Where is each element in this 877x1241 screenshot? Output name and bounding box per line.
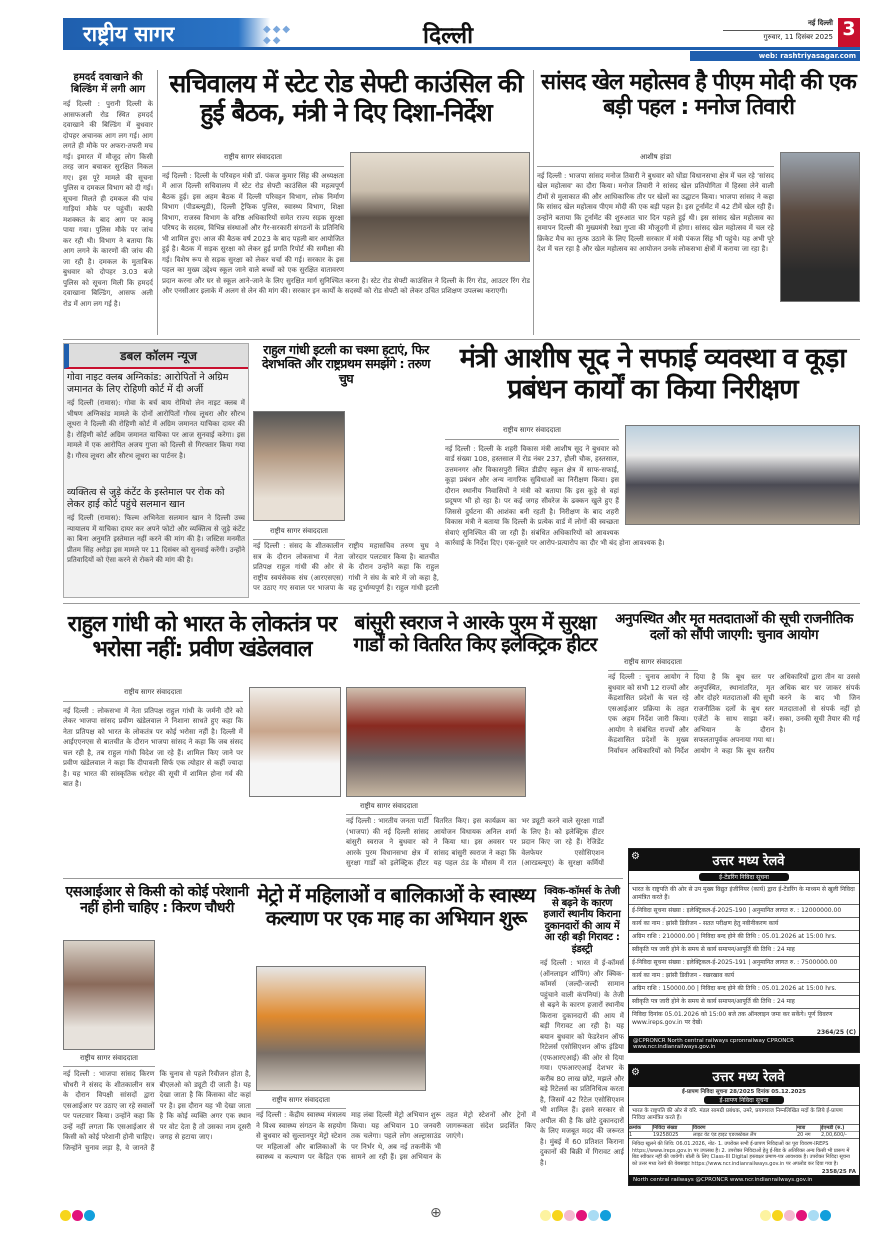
divider [63, 878, 623, 879]
story-body: नई दिल्ली : दिल्ली के शहरी विकास मंत्री आशीष सूद ने बुधवार को वार्ड संख्या 108, हस्तसाल में रोड नंबर 237, हौली चौक, हस्तसाल, उत्तमनगर और विकासपुरी स्थित डीडीए स्कूल क्षेत्र में साफ-सफाई, कूड़ा प्रबंधन और अन्य नागरिक सुविधाओं का निरीक्षण किया। इस दौरान स्थानीय निवासियों ने मंत्री को बताया कि इस कूड़े से वहां प्रदूषण भी हो रहा है। पर कई जगह सीवरेज के ढक्कन खुले हुए हैं जिससे दुर्घटना की आशंका बनी रहती है। निरीक्षण के बाद शहरी विकास मंत्री ने बताया कि दिल्ली के प्रत्येक वार्ड में लोगों की स्वच्छता सेवाएं सुनिश्चित की जा रही हैं। संबंधित अधिकारियों को आवश्यक कार्रवाई के निर्देश दिए। एक-दूसरे पर आरोप-प्रत्यारोप का दौर भी बंद होना आवश्यक है। [445, 444, 665, 547]
divider [533, 70, 534, 335]
headline: हमदर्द दवाखाने की बिल्डिंग में लगी आग [70, 72, 146, 95]
ad-subtitle: ई-टेंडरिंग निविदा सूचना [699, 873, 789, 881]
box-label: डबल कॉलम न्यूज [64, 344, 248, 369]
story-hamdard [63, 72, 153, 337]
section-title: दिल्ली [423, 23, 474, 49]
color-dot [760, 1210, 771, 1221]
ad-code: 2358/25 FA [821, 1169, 856, 1175]
story-content [537, 152, 860, 338]
byline: राष्ट्रीय सागर संवाददाता [63, 687, 243, 702]
ad-row: अग्रिम राशि : 210000.00 | निविदा बन्द होने की तिथि : 05.01.2026 at 15:00 hrs. [629, 930, 859, 943]
heater-distribution-photo [346, 687, 526, 797]
ad-intro: भारत के राष्ट्रपति की ओर से वरि. मंडल सामग्री प्रबंधक, उमरे, प्रयागराज निम्नलिखित मदों के लिये ई-प्रापण निविदा आमंत्रित करते हैं। [629, 1105, 859, 1124]
story-metro [256, 884, 536, 1202]
byline: राष्ट्रीय सागर संवाददाता [162, 152, 344, 167]
headline: अनुपस्थित और मृत मतदाताओं की सूची राजनीतिक दलों को सौंपी जाएगी: चुनाव आयोग [615, 611, 853, 643]
paper-logo: राष्ट्रीय सागर [83, 22, 175, 46]
byline: आशीष हांडा [537, 152, 774, 167]
story-body: नई दिल्ली (रामास): गोवा के बर्च बाय रोमियो लेन नाइट क्लब में भीषण अग्निकांड मामले के दोनों आरोपितों गौरव लूथरा और सौरभ लूथरा ने दिल्ली की रोहिणी कोर्ट में अग्रिम जमानत याचिका दायर की है। रोहिणी कोर्ट अग्रिम जमानत याचिका पर आज सुनवाई करेगा। इस मामले में एक आरोपित अजय गुप्ता को दिल्ली से गिरफ्तार किया गया है। गौरव लूथरा और सौरभ लूथरा का पार्टनर है। [67, 399, 245, 460]
headline: क्विक-कॉमर्स के तेजी से बढ़ने के कारण हजारों स्थानीय किराना दुकानदारों की आय में आ रही बड़ी गिरावट : इंडस्ट्री [543, 886, 621, 955]
page-number: 3 [838, 18, 860, 47]
ad-footer-links: North central railways @CPRONCR www.ncr.indianrailways.gov.in [629, 1175, 859, 1185]
story-bansuri [346, 612, 604, 874]
ad-intro: भारत के राष्ट्रपति की ओर से उप मुख्य विद्युत इंजीनियर (कार्य) द्वारा ई-टेंडरिंग के माध्यम से खुली निविदा आमंत्रित करते हैं। [629, 883, 859, 904]
divider [157, 70, 158, 335]
ad-title-text: उत्तर मध्य रेलवे [712, 854, 785, 869]
diamond-pattern-icon: ◆◆◆ ◆◆ [263, 24, 293, 46]
edition-city: नई दिल्ली [723, 19, 833, 31]
ad-row: अग्रिम राशि : 150000.00 | निविदा बन्द होने की तिथि : 05.01.2026 at 15:00 hrs. [629, 982, 859, 995]
story-tiwari [537, 70, 860, 338]
story-content [445, 425, 860, 601]
color-dot [564, 1210, 575, 1221]
headline: बांसुरी स्वराज ने आरके पुरम में सुरक्षा गार्डों को वितरित किए इलेक्ट्रिक हीटर [353, 611, 597, 657]
story-body: नई दिल्ली : केंद्रीय स्वास्थ्य मंत्रालय ने विश्व स्वास्थ्य संगठन के सहयोग से बुधवार को सुल्तानपुर मेट्रो स्टेशन पर महिलाओं और बालिकाओं के स्वास्थ्य व कल्याण पर केंद्रित एक माह लंबा दिल्ली मेट्रो अभियान शुरू किया। यह अभियान 10 जनवरी तक चलेगा। पहले लोग अल्ट्रासाउंड पर निर्भर थे, अब नई तकनीकें भी सामने आ रही हैं। इस अभियान के तहत मेट्रो स्टेशनों और ट्रेनों में जागरूकता संदेश प्रदर्शित किए जाएंगे। [256, 1111, 536, 1161]
color-dot [784, 1210, 795, 1221]
ad-row: स्वीकृति पत्र जारी होने के समय से कार्य समापन/आपूर्ति की तिथि : 24 माह [629, 995, 859, 1008]
table-header: विवरण [693, 1125, 797, 1131]
edition-date: गुरुवार, 11 दिसंबर 2025 [763, 33, 833, 41]
table-cell: 19258025 [653, 1131, 693, 1138]
table-header: निविदा संख्या [653, 1125, 693, 1131]
ad-body: निविदा खुलने की तिथि: 06.01.2026, नोट- 1. उपरोक्त सभी ई-प्रापण निविदाओं का पूरा विवरण-IREPS https://www.ireps.gov.in पर उपलब्ध है। 2. उपरोक्त निविदाओं हेतु ई-बिड के अतिरिक्त अन्य किसी भी प्रारूप में बिड स्वीकार नहीं की जायेगी। बोली के लिए Class-III Digital हस्ताक्षर प्रमाण-पत्र आवश्यक है। उपरोक्त निविदा सूचना को उत्तर मध्य रेलवे की वेबसाइट https://www.ncr.indianrailways.gov.in पर अपलोड कर दिया गया है। [629, 1138, 859, 1169]
headline: सांसद खेल महोत्सव है पीएम मोदी की एक बड़ी पहल : मनोज तिवारी [541, 70, 856, 121]
ad-row: स्वीकृति पत्र जारी होने के समय से कार्य समापन/आपूर्ति की तिथि : 24 माह [629, 943, 859, 956]
headline: मेट्रो में महिलाओं व बालिकाओं के स्वास्थ्य कल्याण पर एक माह का अभियान शुरू [257, 883, 535, 930]
byline: राष्ट्रीय सागर संवाददाता [346, 802, 432, 815]
tiwari-photo [780, 152, 860, 302]
story-sood [445, 343, 860, 601]
story-body: नई दिल्ली : भारत में ई-कॉमर्स (ऑनलाइन शॉपिंग) और क्विक-कॉमर्स (जल्दी-जल्दी सामान पहुंचाने वाली कंपनियां) के तेजी से बढ़ने के कारण हजारों स्थानीय किराना दुकानदारों की आय में बड़ी गिरावट आ रही है। यह बयान बुधवार को फेडरेशन ऑफ रिटेलर्स एसोसिएशन ऑफ इंडिया (एफआरएआई) की ओर से दिया गया। एफआरएआई देशभर के करीब 80 लाख छोटे, मझले और बड़े रिटेलर्स का प्रतिनिधित्व करता है, जिसमें 42 रिटेल एसोसिएशन भी शामिल हैं। इसने सरकार से अपील की है कि छोटे दुकानदारों के लिए मजबूत मदद की जरूरत है। मुंबई में 60 प्रतिशत किराना दुकानों की बिक्री में गिरावट आई है। [540, 959, 624, 1167]
meeting-photo [350, 152, 530, 262]
color-dot [540, 1210, 551, 1221]
color-dot [600, 1210, 611, 1221]
metro-campaign-photo [256, 966, 426, 1091]
story-rahul-italy [253, 343, 439, 601]
story-content [63, 687, 341, 874]
chaudhary-photo [63, 940, 155, 1050]
ad-row: कार्य का नाम : झांसी डिवीजन - रखरखाव कार्य [629, 969, 859, 982]
story-ecommerce [540, 886, 624, 1202]
story-body: नई दिल्ली : चुनाव आयोग ने बुधवार को सभी 12 राज्यों और केंद्रशासित प्रदेशों के चल रहे एसआईआर प्रक्रिया के तहत एक अहम निर्देश जारी किया। आयोग ने संबंधित राज्यों और केंद्रशासित प्रदेशों के मुख्य निर्वाचन अधिकारियों को निर्देश दिया है कि बूथ स्तर पर अनुपस्थित, स्थानांतरित, मृत और दोहरे मतदाताओं की सूची राजनीतिक दलों के बूथ स्तर एजेंटों के साथ साझा करें। अभियान के दौरान सफलतापूर्वक अपनाया गया था। आयोग ने कहा कि बूथ स्तरीय अधिकारियों द्वारा तीन या उससे अधिक बार घर जाकर संपर्क करने के बाद भी जिन मतदाताओं से संपर्क नहीं हो सका, उनकी सूची तैयार की गई है। [608, 673, 860, 755]
headline: राहुल गांधी को भारत के लोकतंत्र पर भरोसा नहीं: प्रवीण खंडेलवाल [67, 612, 337, 663]
headline: गोवा नाइट क्लब अग्निकांड: आरोपितों ने अग्रिम जमानत के लिए रोहिणी कोर्ट में दी अर्जी [67, 372, 229, 395]
railway-tender-ad-2 [628, 1064, 860, 1186]
ad-subtitle: ई-प्रापण निविदा सूचना [704, 1096, 784, 1104]
ad-row: कार्य का नाम : झांसी डिवीजन - सतत परीक्षण हेतु नवीनीकरण कार्य [629, 917, 859, 930]
divider [63, 603, 860, 604]
byline: राष्ट्रीय सागर संवाददाता [253, 527, 345, 540]
byline: राष्ट्रीय सागर संवाददाता [445, 425, 619, 440]
railway-logo-icon: ⚙ [631, 1067, 640, 1078]
story-election [608, 612, 860, 837]
color-dot [60, 1210, 71, 1221]
table-header: मात्रा [797, 1125, 821, 1131]
story-content [162, 152, 530, 338]
headline: एसआईआर से किसी को कोई परेशानी नहीं होनी चाहिए : किरण चौधरी [65, 884, 249, 917]
ad-footer-links: @CPRONCR North central railways cpronrailway CPRONCR www.ncr.indianrailways.gov.in [629, 1036, 859, 1052]
railway-tender-ad-1 [628, 848, 860, 1053]
ad-notice: ई-प्रापण निविदा सूचना 28/2025 दिनांक 05.12.2025 [681, 1089, 806, 1095]
story-council [162, 70, 530, 338]
story-body: नई दिल्ली : लोकसभा में नेता प्रतिपक्ष राहुल गांधी के जर्मनी दौरे को लेकर भाजपा सांसद प्रवीण खंडेलवाल ने निशाना साधते हुए कहा कि नेता प्रतिपक्ष को भारत के लोकतंत्र पर कोई भरोसा नहीं है। दिल्ली में आईएएनएस से बातचीत के दौरान भाजपा सांसद ने कहा कि जब संसद चल रही है, तब राहुल गांधी विदेश जा रहे हैं। शामिल किए जाने पर प्रवीण खंडेलवाल ने कहा कि दीपावली सिर्फ एक त्योहार से कहीं ज्यादा है। यह भारत की सांस्कृतिक धरोहर की सूची में शामिल होना गर्व की बात है। [63, 706, 243, 788]
ad-title [629, 1065, 859, 1087]
headline: राहुल गांधी इटली का चश्मा हटाएं, फिर देशभक्ति और राष्ट्रप्रथम समझेंगे : तरुण चुघ [262, 342, 430, 386]
ad-title [629, 849, 859, 871]
color-dot [84, 1210, 95, 1221]
byline: राष्ट्रीय सागर संवाददाता [256, 1096, 346, 1109]
ad-row: ई-निविदा सूचना संख्या : इलेक्ट्रिकल-ई-2025-190 | अनुमानित लागत रु. : 12000000.00 [629, 904, 859, 917]
story-body: नई दिल्ली : दिल्ली के परिवहन मंत्री डॉ. पंकज कुमार सिंह की अध्यक्षता में आज दिल्ली सचिवालय में स्टेट रोड सेफ्टी काउंसिल की महत्वपूर्ण बैठक हुई। इस अहम बैठक में दिल्ली परिवहन विभाग, लोक निर्माण विभाग (पीडब्ल्यूडी), दिल्ली ट्रैफिक पुलिस, स्वास्थ्य विभाग, शिक्षा विभाग, राजस्व विभाग के वरिष्ठ अधिकारियों समेत राज्य सड़क सुरक्षा परिषद के सदस्य, विभिन्न संस्थाओं और गैर-सरकारी संगठनों के प्रतिनिधि भी शामिल हुए। आज की बैठक वर्ष 2023 के बाद पहली बार आयोजित हुई है। बैठक में सड़क सुरक्षा को लेकर हुई प्रगति रिपोर्ट की समीक्षा की गई। विशेष रूप से सड़क सुरक्षा को लेकर चर्चा की गई। सरकार के इस पहल का मुख्य उद्देश्य स्कूल जाने वाले बच्चों को एक सुरक्षित वातावरण प्रदान करना और घर से स्कूल आने-जाने के लिए सुरक्षित मार्ग सुनिश्चित करना है। स्टेट रोड सेफ्टी काउंसिल ने दिल्ली के रिंग रोड, आउटर रिंग रोड और एनसीआर इलाके में अलग से लेन की मांग की। सरकार इन कार्यों के सदस्यों को रोड सेफ्टी को लेकर उचित प्रशिक्षण उपलब्ध कराएगी। [162, 171, 530, 295]
byline: राष्ट्रीय सागर संवाददाता [608, 658, 698, 671]
story-body: नई दिल्ली : भाजपा सांसद किरण चौधरी ने संसद के शीतकालीन सत्र के दौरान विपक्षी सांसदों द्वारा एसआईआर पर उठाए जा रहे सवालों पर पलटवार किया। उन्होंने कहा कि उन्हें नहीं लगता कि एसआईआर से किसी को कोई परेशानी होनी चाहिए। जिन्होंने चुनाव लड़ा है, वे जानते हैं कि चुनाव से पहले रिवीजन होता है, बीएलओ को ड्यूटी दी जाती है। यह देखा जाता है कि किसका वोट कहां पर है। इस दौरान यह भी देखा जाता है कि कोई व्यक्ति अगर एक स्थान पर वोट देता है तो उसका नाम दूसरी जगह से हटाया जाए। [63, 1070, 251, 1152]
table-cell: 2,00,600/- [821, 1131, 859, 1138]
ad-title-text: उत्तर मध्य रेलवे [712, 1070, 785, 1085]
byline: राष्ट्रीय सागर संवाददाता [63, 1054, 155, 1067]
color-dot [576, 1210, 587, 1221]
masthead [63, 18, 860, 50]
headline: मंत्री आशीष सूद ने सफाई व्यवस्था व कूड़ा प्रबंधन कार्यों का किया निरीक्षण [459, 343, 846, 406]
table-header: क्रमांक [629, 1125, 653, 1131]
story-body: नई दिल्ली : भारतीय जनता पार्टी (भाजपा) की नई दिल्ली सांसद बांसुरी स्वराज ने बुधवार को आरके पुरम विधानसभा क्षेत्र में सुरक्षा गार्डों को इलेक्ट्रिक हीटर वितरित किए। इस कार्यक्रम का आयोजन विधायक अनिल शर्मा ने किया था। इस अवसर पर सांसद बांसुरी स्वराज ने कहा कि यह पहल ठंड के मौसम में रात भर ड्यूटी करने वाले सुरक्षा गार्डों के लिए है। को इलेक्ट्रिक हीटर प्रदान किए जा रहे हैं। रेजिडेंट वेलफेयर एसोसिएशन (आरडब्ल्यूए) के सुरक्षा कर्मियों [346, 817, 604, 867]
double-column-box [63, 343, 249, 598]
khandelwal-photo [249, 687, 341, 797]
story-khandelwal [63, 612, 341, 874]
story-chaudhary [63, 884, 251, 1202]
railway-logo-icon: ⚙ [631, 851, 640, 862]
headline: व्यक्तित्व से जुड़े कंटेंट के इस्तेमाल पर रोक को लेकर हाई कोर्ट पहुंचे सलमान खान [67, 487, 225, 510]
story-body: नई दिल्ली : संसद के शीतकालीन सत्र के दौरान लोकसभा में नेता प्रतिपक्ष राहुल गांधी की ओर से राष्ट्रीय स्वयंसेवक संघ (आरएसएस) पर उठाए गए सवाल पर भाजपा के राष्ट्रीय महासचिव तरुण चुघ ने जोरदार पलटवार किया है। बातचीत के दौरान उन्होंने कहा कि राहुल गांधी ने संघ के बारे में जो कहा है, वह दुर्भाग्यपूर्ण है। राहुल गांधी इटली [253, 542, 439, 592]
table-cell: लाइट वेट एंड हाइट एडजस्टेबल लैंप [693, 1131, 797, 1138]
ad-row: ई-निविदा सूचना संख्या : इलेक्ट्रिकल-ई-2025-191 | अनुमानित लागत रु. : 7500000.00 [629, 956, 859, 969]
ad-note: निविदा दिनांक 05.01.2026 को 15:00 बजे तक ऑनलाइन जमा कर सकेंगे। पूर्ण विवरण www.ireps.gov.in पर देखें। [629, 1008, 859, 1029]
color-dot [808, 1210, 819, 1221]
story-body: नई दिल्ली : भाजपा सांसद मनोज तिवारी ने बुधवार को घोंडा विधानसभा क्षेत्र में चल रहे 'सांसद खेल महोत्सव' का दौरा किया। मनोज तिवारी ने सांसद खेल प्रतियोगिता में हिस्सा लेने वाली टीमों से मुलाकात की और आधिकारिक तौर पर खेलों का उद्घाटन किया। भाजपा सांसद ने कहा कि सांसद खेल महोत्सव पीएम मोदी की एक बड़ी पहल है। इस टूर्नामेंट में 42 टीमें खेल रही हैं। उन्होंने बताया कि टूर्नामेंट की शुरुआत चार दिन पहले हुई थी। इस सांसद खेल महोत्सव का समापन दिल्ली की मुख्यमंत्री रेखा गुप्ता की मौजूदगी में होगा। सांसद खेल महोत्सव में चल रहे क्रिकेट मैच का लुत्फ उठाने के लिए दिल्ली सरकार में मंत्री पंकज सिंह भी पहुंचे। यह अभी पूरे देश में चल रहा है और खेल महोत्सव का आयोजन उनके लोकसभा क्षेत्रों में कराया जा रहा है। [537, 171, 774, 253]
ad-code: 2364/25 (C) [816, 1029, 856, 1036]
color-dot [552, 1210, 563, 1221]
color-dot [796, 1210, 807, 1221]
color-dot [72, 1210, 83, 1221]
color-dot [820, 1210, 831, 1221]
story-body: नई दिल्ली (रामास): फिल्म अभिनेता सलमान खान ने दिल्ली उच्च न्यायालय में याचिका दायर कर अपने फोटो और व्यक्तित्व से जुड़े कंटेंट का बिना अनुमति इस्तेमाल नहीं करने की मांग की है। जस्टिस मनमीत प्रीतम सिंह अरोड़ा इस मामले पर 11 दिसंबर को सुनवाई करेंगी। उन्होंने प्रतिवादियों को ऐसा करने से रोकने की मांग की है। [67, 514, 245, 564]
chugh-photo [253, 411, 345, 521]
table-cell: 20 नग [797, 1131, 821, 1138]
inspection-photo [625, 425, 860, 525]
table-header: ईएमडी (रु.) [821, 1125, 845, 1131]
color-dot [772, 1210, 783, 1221]
color-dot [588, 1210, 599, 1221]
headline: सचिवालय में स्टेट रोड सेफ्टी काउंसिल की हुई बैठक, मंत्री ने दिए दिशा-निर्देश [169, 69, 523, 127]
crosshair-icon: ⊕ [430, 1205, 442, 1221]
story-body: नई दिल्ली : पुरानी दिल्ली के आसफअली रोड स्थित हमदर्द दवाखाने की बिल्डिंग में बुधवार दोपहर अचानक आग लग गई। आग लगते ही मौके पर अफरा-तफरी मच गई। इमारत में मौजूद लोग किसी तरह जान बचाकर सुरक्षित निकल गए। इस पूरे मामले की सूचना पुलिस व दमकल विभाग को दी गई। सूचना मिलते ही दमकल की पांच गाड़ियां मौके पर पहुंचीं। काफी मशक्कत के बाद आग पर काबू पाया गया। पुलिस मौके पर जांच कर रही थी। विभाग ने बताया कि आग लगने के कारणों की जांच की जा रही है। दमकल के मुताबिक बुधवार को दोपहर 3.03 बजे पुलिस को सूचना मिली कि हमदर्द दवाखाना बिल्डिंग, आसफ अली रोड में आग लग गई है। [63, 100, 153, 308]
table-cell: 1 [629, 1131, 653, 1138]
ad-table [629, 1124, 859, 1138]
website: web: rashtriyasagar.com [690, 51, 860, 61]
divider [63, 339, 860, 340]
